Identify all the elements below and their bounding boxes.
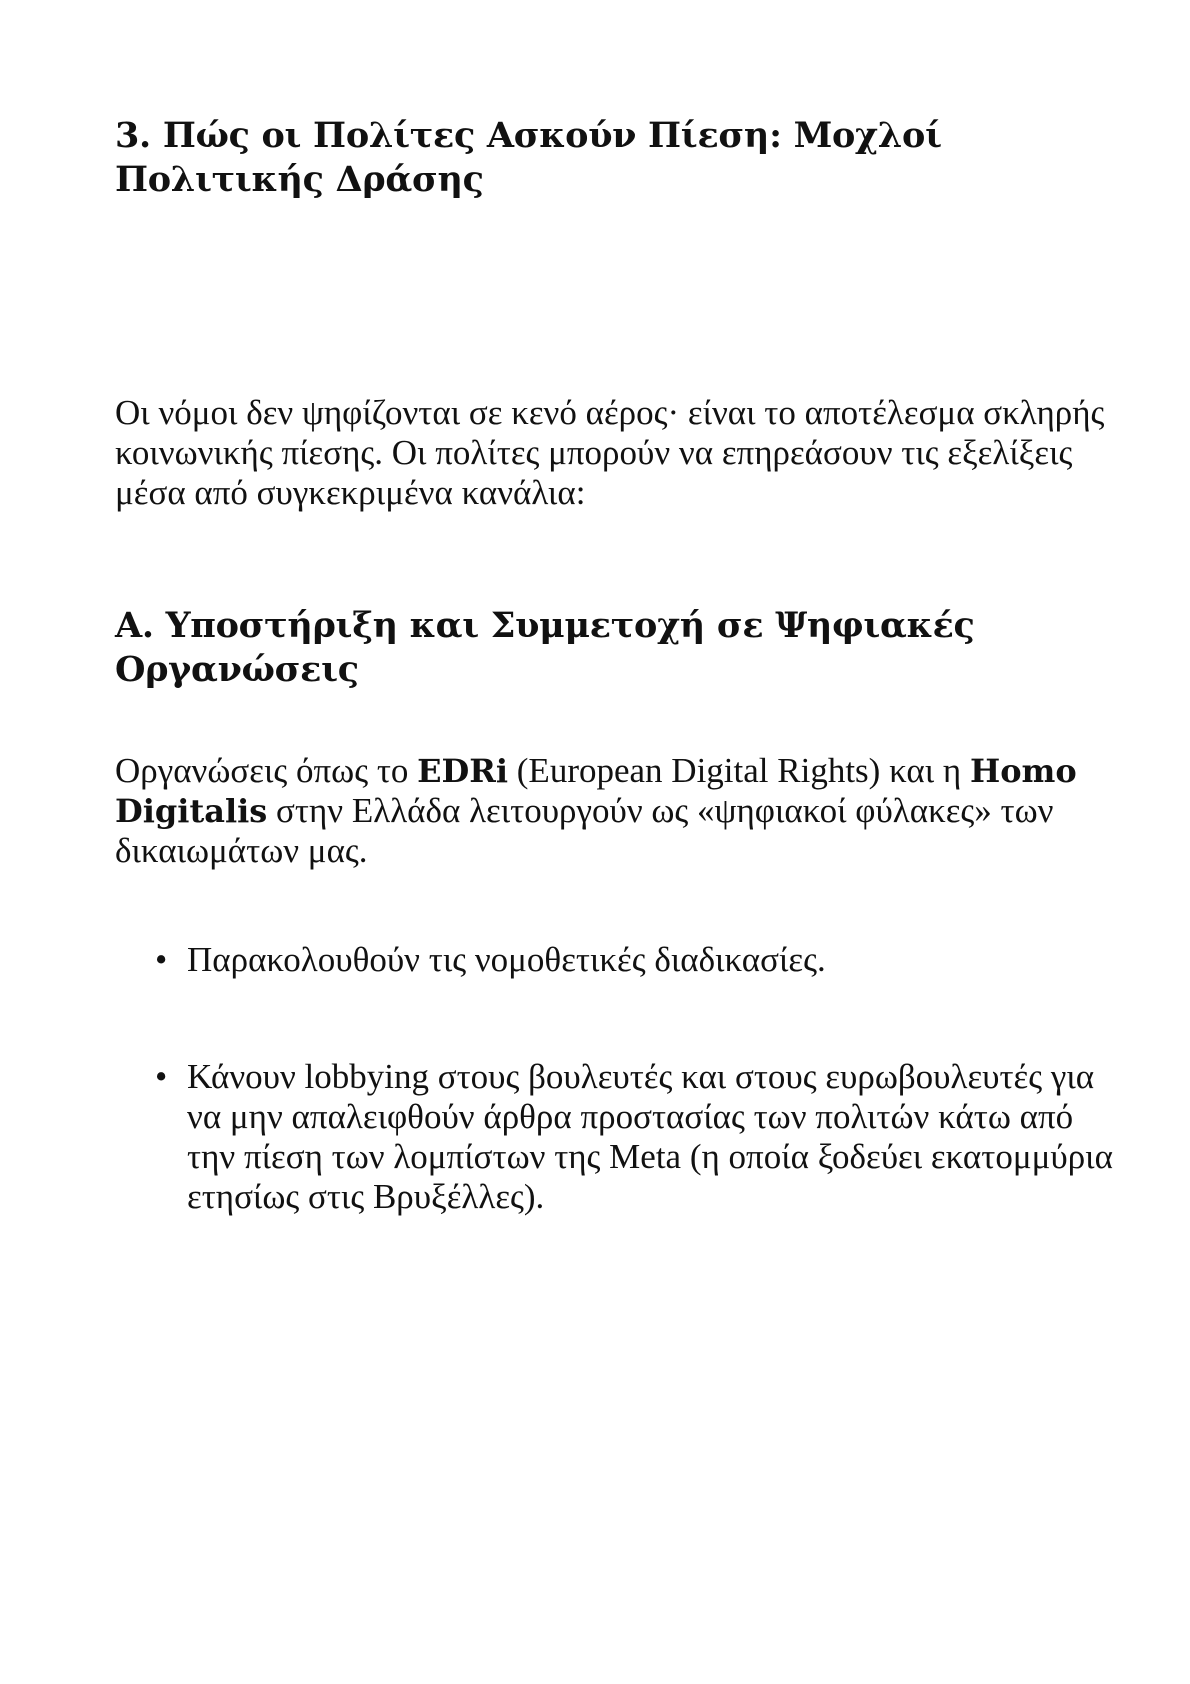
paragraph-text: στην Ελλάδα λειτουργούν ως «ψηφιακοί φύλακες» των δικαιωμάτων μας. (115, 791, 1054, 870)
subsection-heading: Α. Υποστήριξη και Συμμετοχή σε Ψηφιακές Οργανώσεις (115, 605, 975, 690)
bullet-icon: • (155, 1057, 168, 1096)
org-name-homo-digitalis: Homo Digitalis (115, 752, 1077, 830)
organizations-paragraph (115, 751, 1115, 871)
paragraph-text: Οργανώσεις όπως το (115, 751, 418, 790)
section-heading: 3. Πώς οι Πολίτες Ασκούν Πίεση: Μοχλοί Πολιτικής Δράσης (115, 115, 942, 200)
paragraph-text: (European Digital Rights) και η (508, 751, 970, 790)
list-item (155, 1057, 1115, 1217)
intro-paragraph: Οι νόμοι δεν ψηφίζονται σε κενό αέρος· είναι το αποτέλεσμα σκληρής κοινωνικής πίεσης. Οι πολίτες μπορούν να επηρεάσουν τις εξελίξεις μέσα από συγκεκριμένα κανάλια: (115, 393, 1105, 512)
bullet-icon: • (155, 940, 168, 979)
list-item-text: Κάνουν lobbying στους βουλευτές και στους ευρωβουλευτές για να μην απαλειφθούν άρθρα προστασίας των πολιτών κάτω από την πίεση των λομπίστων της Meta (η οποία ξοδεύει εκατομμύρια ετησίως στις Βρυξέλλες). (187, 1057, 1113, 1216)
org-name-edri: EDRi (417, 752, 509, 790)
list-item-text: Παρακολουθούν τις νομοθετικές διαδικασίες. (187, 940, 826, 979)
list-item (155, 940, 1115, 980)
